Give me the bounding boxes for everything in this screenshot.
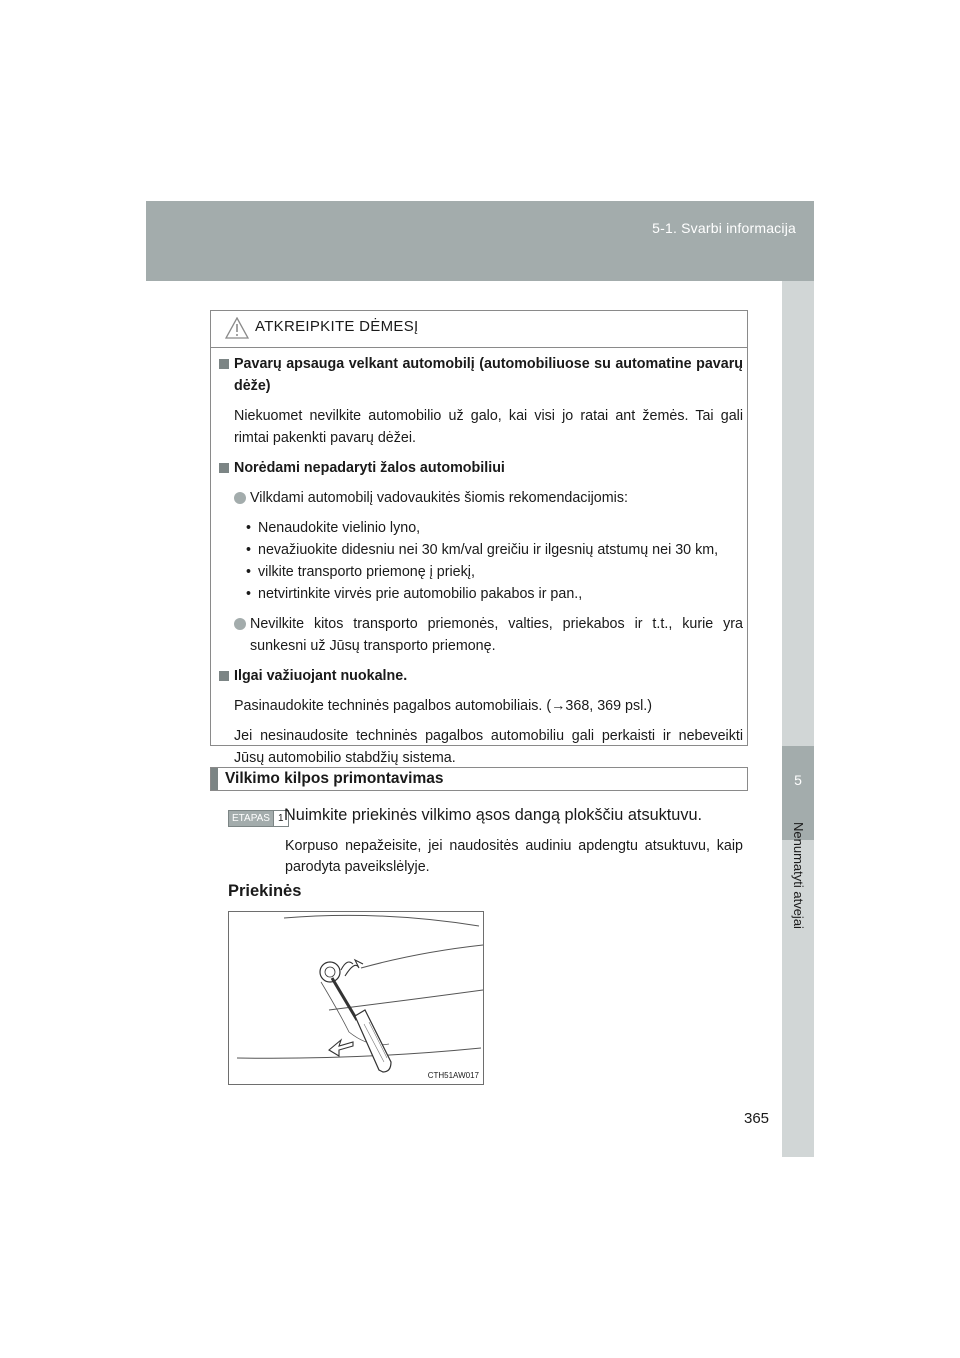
square-bullet-icon [219,359,229,369]
chapter-title: Nenumatyti atvejai [791,822,806,929]
section-title: Vilkimo kilpos primontavimas [225,770,444,787]
figure-code: CTH51AW017 [427,1071,479,1080]
header-band [146,201,814,281]
caution-dot-item: Nevilkite kitos transporto priemonės, valties, priekabos ir t.t., kurie yra sunkesni už Jūsų transporto priemonę. [217,613,743,657]
step-badge [228,810,289,827]
caution-bullet: • nevažiuokite didesniu nei 30 km/val greičiu ir ilgesnių atstumų nei 30 km, [246,542,719,558]
step-badge-label: ETAPAS [229,811,273,826]
caution-bullet: • netvirtinkite virvės prie automobilio pakabos ir pan., [246,586,583,602]
step-badge-number: 1 [273,811,288,826]
caution-bullet: • Nenaudokite vielinio lyno, [246,520,421,536]
figure-screwdriver [228,911,484,1085]
caution-heading: Norėdami nepadaryti žalos automobiliui [217,457,743,479]
page-number: 365 [744,1110,770,1127]
caution-heading: Pavarų apsauga velkant automobilį (automobiliuose su automatine pavarų dėže) [217,353,743,397]
step-note: Korpuso nepažeisite, jei naudositės audiniu apdengtu atsuktuvu, kaip parodyta paveikslėlyje. [285,838,743,875]
circle-bullet-icon [234,492,246,504]
caution-title: ATKREIPKITE DĖMESĮ [255,318,419,335]
warning-icon [225,317,249,339]
caution-paragraph: Pasinaudokite techninės pagalbos automobiliais. (→368, 369 psl.) [234,698,653,714]
square-bullet-icon [219,671,229,681]
caution-dot-item: Vilkdami automobilį vadovaukitės šiomis rekomendacijomis: [217,487,743,509]
caution-paragraph: Jei nesinaudosite techninės pagalbos automobiliu gali perkaisti ir nebeveikti Jūsų automobilio stabdžių sistema. [234,728,743,766]
section-accent [211,768,218,790]
caution-body [217,353,743,769]
caution-header [211,311,747,348]
chapter-number: 5 [794,772,802,788]
side-strip [782,281,814,1157]
circle-bullet-icon [234,618,246,630]
caution-heading: Ilgai važiuojant nuokalne. [217,665,743,687]
screwdriver-illustration-icon [229,912,483,1084]
step-instruction: Nuimkite priekinės vilkimo ąsos dangą plokščiu atsuktuvu. [284,806,703,824]
caution-box [210,310,748,766]
chapter-title-wrap [791,822,826,962]
square-bullet-icon [219,463,229,473]
section-header-title: 5-1. Svarbi informacija [652,220,796,236]
section-title-bar [210,767,748,791]
figure-subheading: Priekinės [228,882,302,900]
caution-bullet: • vilkite transporto priemonę į priekį, [246,564,475,580]
caution-paragraph: Niekuomet nevilkite automobilio už galo, kai visi jo ratai ant žemės. Tai gali rimtai pakenkti pavarų dėžei. [234,408,743,446]
